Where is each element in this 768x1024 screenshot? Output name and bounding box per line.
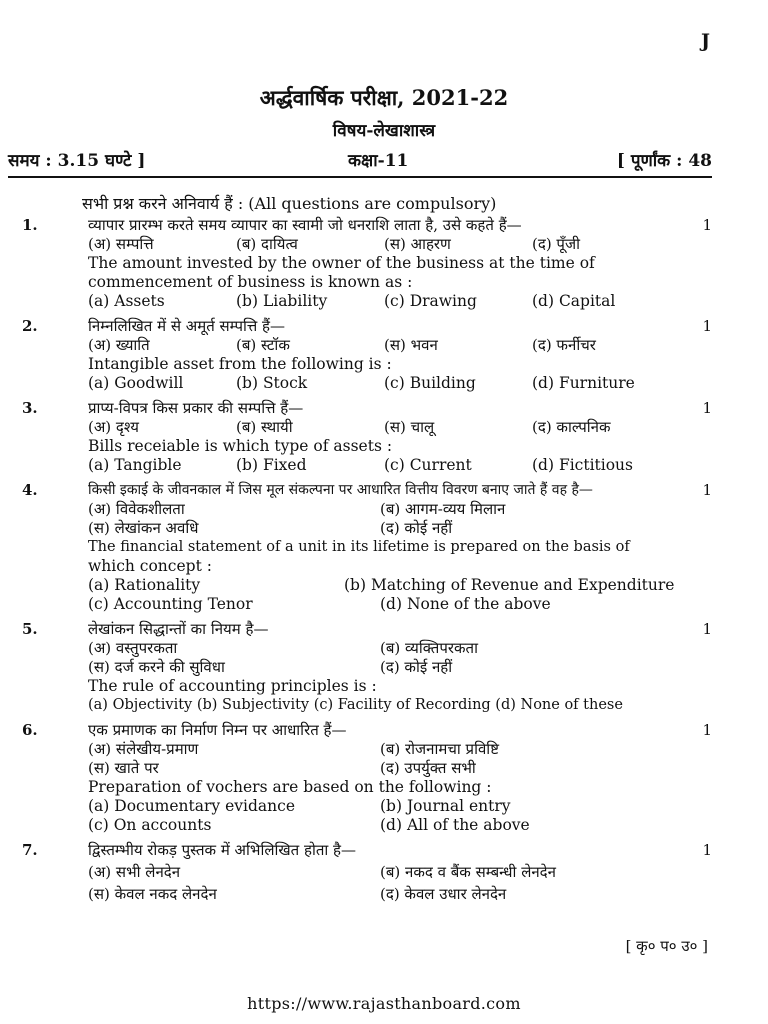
option-d-hindi: (द) फर्नीचर: [532, 336, 596, 354]
question-2: [0, 317, 768, 393]
question-text-english: Bills receiable is which type of assets :: [88, 437, 393, 455]
question-text-hindi: लेखांकन सिद्धान्तों का नियम है—: [88, 620, 269, 638]
question-text-english-cont: commencement of business is known as :: [88, 273, 413, 291]
option-c-hindi: (स) चालू: [384, 418, 435, 436]
question-7: [0, 841, 768, 904]
option-b: (b) Stock: [236, 374, 308, 392]
question-marks: 1: [702, 620, 712, 638]
option-a-hindi: (अ) संलेखीय-प्रमाण: [88, 740, 199, 758]
english-options: [88, 292, 698, 311]
hindi-options-row-2: [88, 885, 698, 904]
question-number: 2.: [22, 317, 38, 335]
question-text-hindi: एक प्रमाणक का निर्माण निम्न पर आधारित हैं—: [88, 721, 347, 739]
option-d-hindi: (द) केवल उधार लेनदेन: [380, 885, 507, 903]
option-c-hindi: (स) खाते पर: [88, 759, 159, 777]
option-c-hindi: (स) केवल नकद लेनदेन: [88, 885, 217, 903]
question-text-hindi: प्राप्य-विपत्र किस प्रकार की सम्पत्ति हैं—: [88, 399, 304, 417]
exam-meta-row: [8, 148, 712, 174]
please-turn-over: [ कृ० प० उ० ]: [625, 937, 708, 955]
option-a-hindi: (अ) ख्याति: [88, 336, 150, 354]
option-c-hindi: (स) आहरण: [384, 235, 451, 253]
question-number: 3.: [22, 399, 38, 417]
option-d: (d) Capital: [532, 292, 616, 310]
option-d: (d) None of the above: [380, 595, 551, 613]
hindi-options-row-1: [88, 863, 698, 882]
question-text-english: Intangible asset from the following is :: [88, 355, 392, 373]
option-d: (d) Fictitious: [532, 456, 633, 474]
time-allowed: समय : 3.15 घण्टे ]: [8, 151, 146, 171]
header-divider: [8, 176, 712, 178]
option-b: (b) Matching of Revenue and Expenditure: [344, 576, 675, 594]
question-text-hindi: द्विस्तम्भीय रोकड़ पुस्तक में अभिलिखित होता है—: [88, 841, 356, 859]
english-options-row-2: [88, 595, 698, 614]
question-text-hindi: व्यापार प्रारम्भ करते समय व्यापार का स्वामी जो धनराशि लाता है, उसे कहते हैं—: [88, 216, 522, 234]
question-text-english: The amount invested by the owner of the business at the time of: [88, 254, 595, 272]
question-marks: 1: [702, 481, 712, 499]
question-marks: 1: [702, 216, 712, 234]
question-number: 7.: [22, 841, 38, 859]
option-c: (c) Accounting Tenor: [88, 595, 253, 613]
option-a-hindi: (अ) सभी लेनदेन: [88, 863, 181, 881]
question-1: [0, 216, 768, 311]
option-a: (a) Rationality: [88, 576, 201, 594]
option-d-hindi: (द) उपर्युक्त सभी: [380, 759, 476, 777]
option-a: (a) Documentary evidance: [88, 797, 295, 815]
english-options-row-1: [88, 576, 698, 595]
hindi-options-row-2: [88, 658, 698, 677]
hindi-options-row-2: [88, 759, 698, 778]
english-options: (a) Objectivity (b) Subjectivity (c) Facility of Recording (d) None of these: [88, 697, 623, 713]
option-a: (a) Tangible: [88, 456, 182, 474]
question-text-hindi: किसी इकाई के जीवनकाल में जिस मूल संकल्पना पर आधारित वित्तीय विवरण बनाए जाते हैं वह है—: [88, 482, 593, 498]
option-b-hindi: (ब) स्थायी: [236, 418, 293, 436]
option-b-hindi: (ब) रोजनामचा प्रविष्टि: [380, 740, 499, 758]
subject-title: विषय-लेखाशास्त्र: [332, 121, 436, 141]
option-c: (c) Drawing: [384, 292, 477, 310]
hindi-options: [88, 418, 698, 437]
english-options-row-2: [88, 816, 698, 835]
question-text-english: The financial statement of a unit in its lifetime is prepared on the basis of: [88, 539, 630, 555]
question-text-english: The rule of accounting principles is :: [88, 677, 377, 695]
english-options: [88, 374, 698, 393]
question-number: 1.: [22, 216, 38, 234]
option-c-hindi: (स) दर्ज करने की सुविधा: [88, 658, 225, 676]
exam-title: अर्द्धवार्षिक परीक्षा, 2021-22: [259, 85, 509, 110]
question-marks: 1: [702, 841, 712, 859]
option-d-hindi: (द) पूँजी: [532, 235, 580, 253]
option-b: (b) Liability: [236, 292, 328, 310]
option-c: (c) Building: [384, 374, 476, 392]
option-d-hindi: (द) काल्पनिक: [532, 418, 611, 436]
question-number: 6.: [22, 721, 38, 739]
option-c-hindi: (स) लेखांकन अवधि: [88, 519, 199, 537]
question-6: [0, 721, 768, 835]
hindi-options: [88, 336, 698, 355]
option-a-hindi: (अ) सम्पत्ति: [88, 235, 154, 253]
english-options-row-1: [88, 797, 698, 816]
option-b-hindi: (ब) व्यक्तिपरकता: [380, 639, 478, 657]
hindi-options-row-1: [88, 740, 698, 759]
option-a-hindi: (अ) वस्तुपरकता: [88, 639, 178, 657]
question-number: 4.: [22, 481, 38, 499]
option-c-hindi: (स) भवन: [384, 336, 438, 354]
option-c: (c) On accounts: [88, 816, 212, 834]
question-marks: 1: [702, 317, 712, 335]
question-5: [0, 620, 768, 715]
max-marks: [ पूर्णांक : 48: [616, 151, 712, 171]
option-b-hindi: (ब) नकद व बैंक सम्बन्धी लेनदेन: [380, 863, 556, 881]
question-text-english-cont: which concept :: [88, 557, 212, 575]
option-d: (d) All of the above: [380, 816, 530, 834]
question-marks: 1: [702, 399, 712, 417]
set-code: J: [701, 30, 710, 52]
option-a-hindi: (अ) दृश्य: [88, 418, 139, 436]
english-options: [88, 456, 698, 475]
option-b-hindi: (ब) दायित्व: [236, 235, 298, 253]
hindi-options: [88, 235, 698, 254]
question-number: 5.: [22, 620, 38, 638]
option-b-hindi: (ब) आगम-व्यय मिलान: [380, 500, 506, 518]
question-4: [0, 481, 768, 614]
question-text-hindi: निम्नलिखित में से अमूर्त सम्पत्ति हैं—: [88, 317, 285, 335]
option-d: (d) Furniture: [532, 374, 635, 392]
hindi-options-row-1: [88, 500, 698, 519]
option-a-hindi: (अ) विवेकशीलता: [88, 500, 185, 518]
footer-url: https://www.rajasthanboard.com: [247, 994, 521, 1013]
option-a: (a) Assets: [88, 292, 165, 310]
question-list: [0, 216, 768, 910]
option-d-hindi: (द) कोई नहीं: [380, 519, 453, 537]
hindi-options-row-2: [88, 519, 698, 538]
question-marks: 1: [702, 721, 712, 739]
option-a: (a) Goodwill: [88, 374, 184, 392]
option-b-hindi: (ब) स्टॉक: [236, 336, 290, 354]
class-label: कक्षा-11: [348, 151, 409, 171]
question-3: [0, 399, 768, 475]
instructions: सभी प्रश्न करने अनिवार्य हैं : (All questions are compulsory): [82, 194, 497, 213]
option-c: (c) Current: [384, 456, 472, 474]
question-text-english: Preparation of vochers are based on the following :: [88, 778, 492, 796]
option-d-hindi: (द) कोई नहीं: [380, 658, 453, 676]
option-b: (b) Fixed: [236, 456, 307, 474]
option-b: (b) Journal entry: [380, 797, 511, 815]
hindi-options-row-1: [88, 639, 698, 658]
